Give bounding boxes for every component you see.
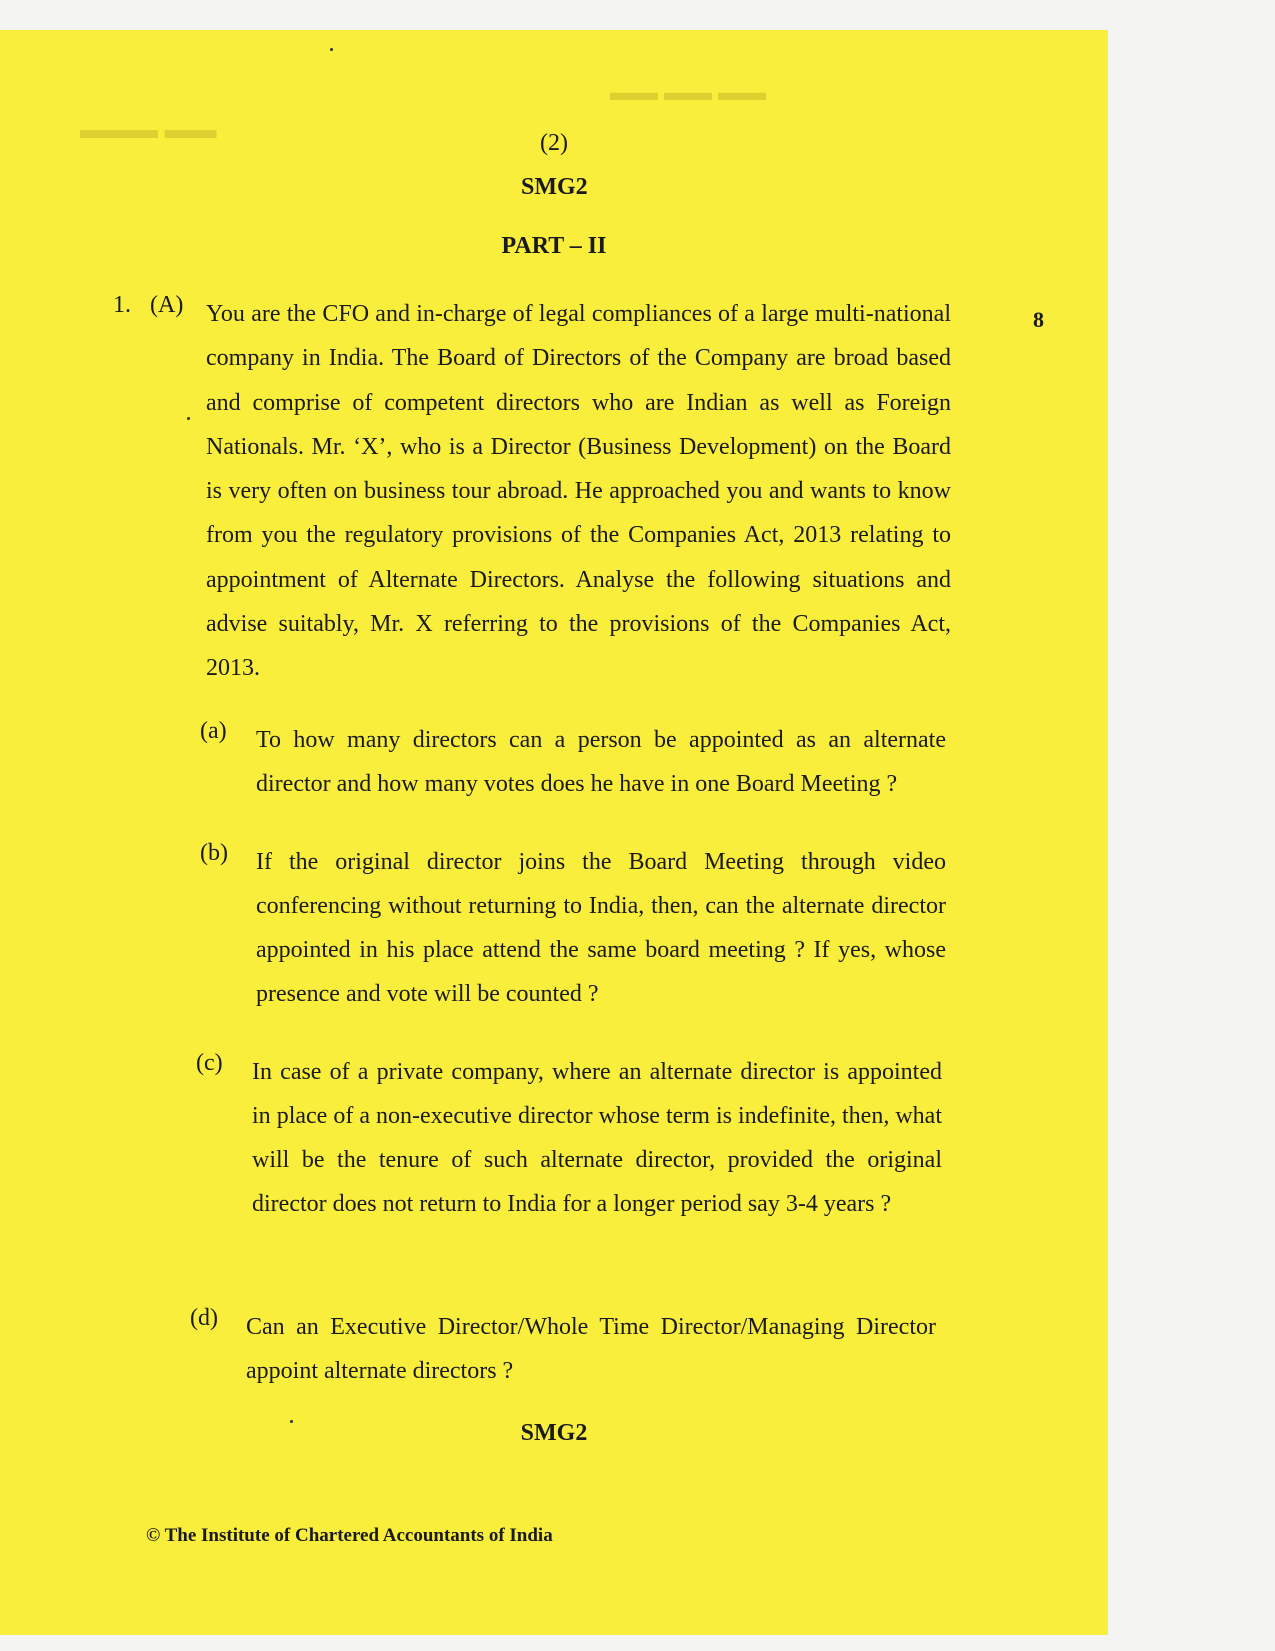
- page-number: (2): [540, 130, 568, 156]
- subquestion-label: (d): [190, 1305, 218, 1331]
- subquestion-label: (c): [196, 1050, 223, 1076]
- subquestion-text: To how many directors can a person be appointed as an alternate director and how many votes does he have in one Board Meeting ?: [256, 727, 946, 797]
- subquestion-text: Can an Executive Director/Whole Time Director/Managing Director appoint alternate directors ?: [246, 1314, 936, 1384]
- subquestion-label: (b): [200, 840, 228, 866]
- subquestion-label: (a): [200, 718, 227, 744]
- question-label: (A): [150, 292, 184, 318]
- question-number: 1.: [113, 292, 131, 318]
- speck-decoration: [187, 417, 190, 420]
- subquestion-text: In case of a private company, where an alternate director is appointed in place of a non-executive director whose term is indefinite, then, what will be the tenure of such alternate director, provided the original director does not return to India for a longer period say 3-4 years ?: [252, 1059, 942, 1217]
- question-text: You are the CFO and in-charge of legal compliances of a large multi-national company in India. The Board of Directors of the Company are broad based and comprise of competent directors who are Indian as well as Foreign Nationals. Mr. ‘X’, who is a Director (Business Development) on the Board is very often on business tour abroad. He approached you and wants to know from you the regulatory provisions of the Companies Act, 2013 relating to appointment of Alternate Directors. Analyse the following situations and advise suitably, Mr. X referring to the provisions of the Companies Act, 2013.: [206, 301, 951, 682]
- subquestion-text: If the original director joins the Board Meeting through video conferencing without returning to India, then, can the alternate director appointed in his place attend the same board meeting ? If yes, whose presence and vote will be counted ?: [256, 849, 946, 1007]
- paper-code-bottom: SMG2: [520, 1420, 588, 1446]
- question-marks: 8: [1033, 307, 1044, 332]
- bleed-through-decoration: ▬▬▬ ▬▬: [80, 115, 217, 144]
- part-heading: PART – II: [501, 233, 607, 259]
- speck-decoration: [290, 1420, 293, 1423]
- bleed-through-decoration: ▬▬ ▬▬ ▬▬: [610, 80, 766, 106]
- copyright-footer: © The Institute of Chartered Accountants of India: [146, 1525, 553, 1546]
- paper-code-top: SMG2: [521, 174, 588, 200]
- speck-decoration: [330, 48, 333, 51]
- exam-page: [0, 30, 1108, 1635]
